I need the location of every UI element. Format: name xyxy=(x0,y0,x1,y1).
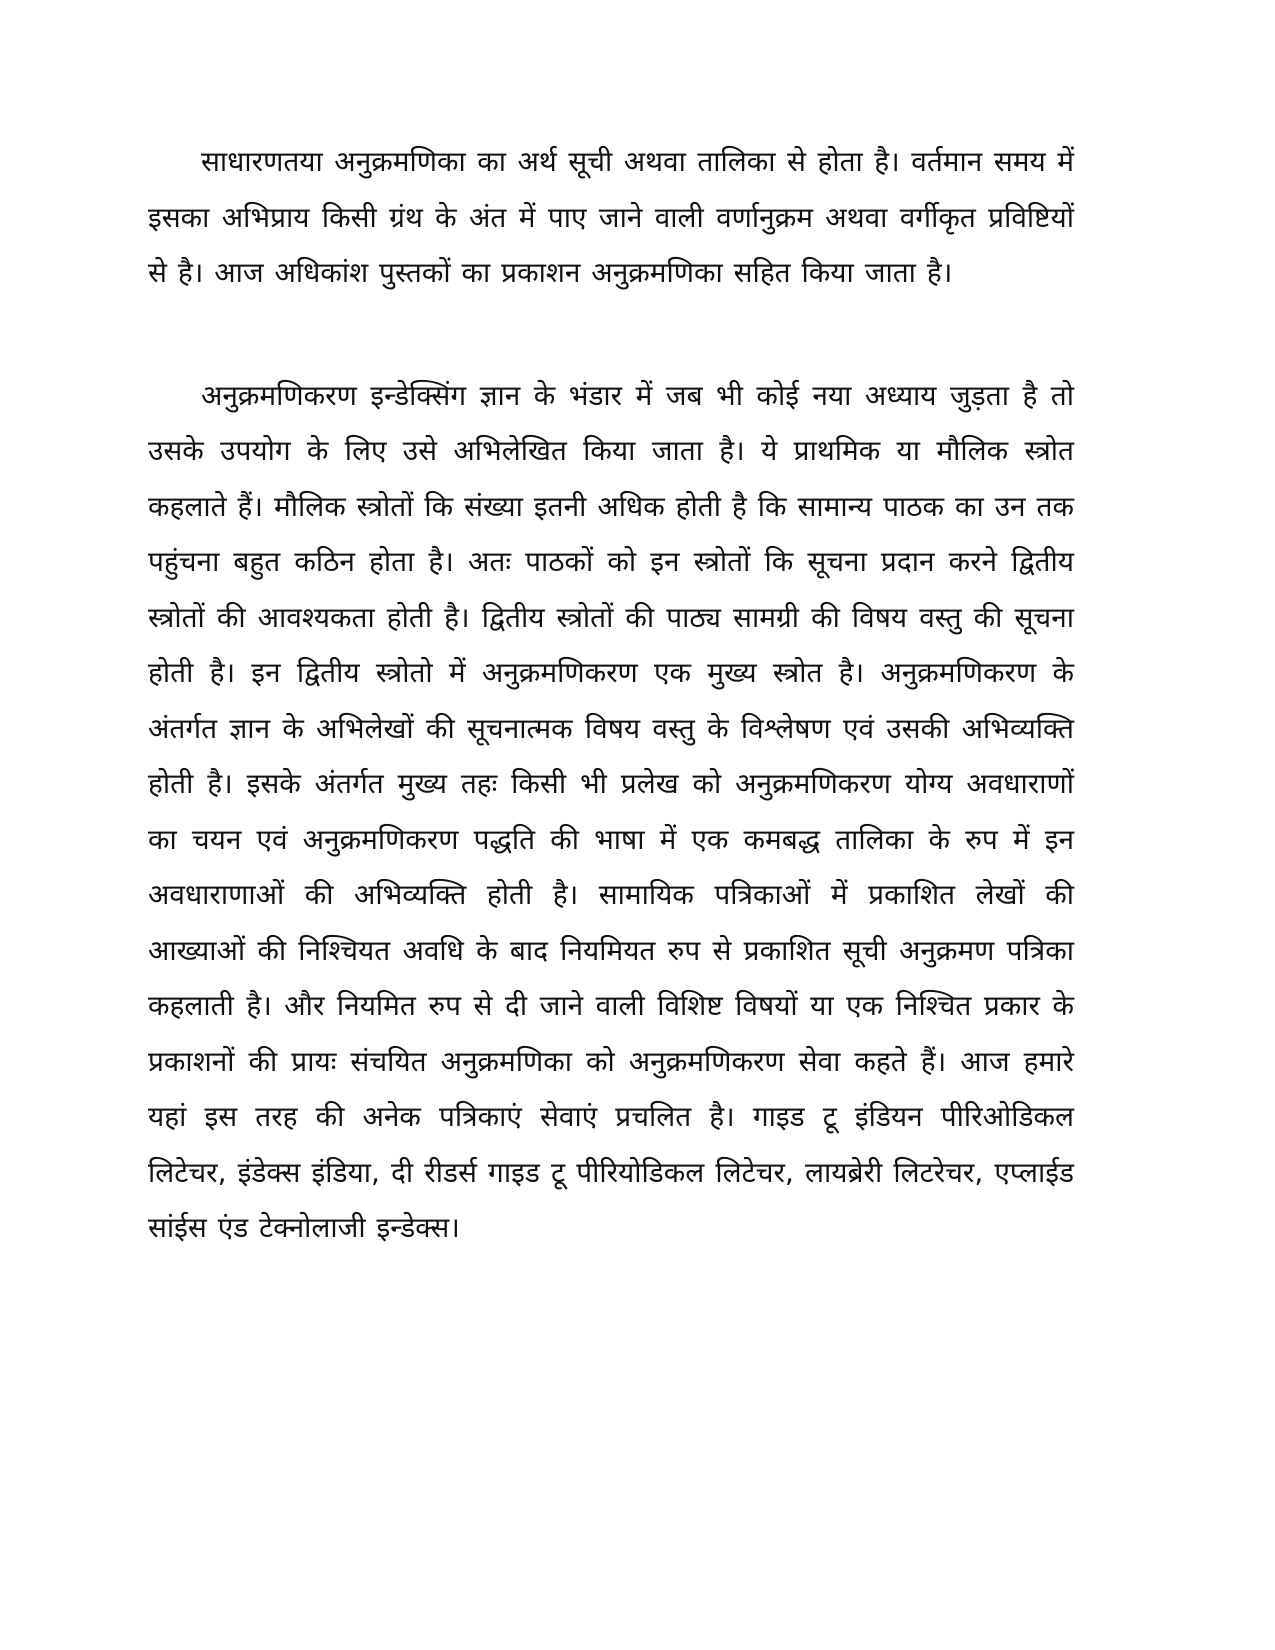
paragraph-intro: साधारणतया अनुक्रमणिका का अर्थ सूची अथवा तालिका से होता है। वर्तमान समय में इसका अभिप्राय किसी ग्रंथ के अंत में पाए जाने वाली वर्णानुक्रम अथवा वर्गीकृत प्रविष्टियों से है। आज अधिकांश पुस्तकों का प्रकाशन अनुक्रमणिका सहित किया जाता है। xyxy=(148,145,1074,289)
document-page xyxy=(148,134,1074,1256)
paragraph-indexing: अनुक्रमणिकरण इन्डेक्सिंग ज्ञान के भंडार में जब भी कोई नया अध्याय जुड़ता है तो उसके उपयोग के लिए उसे अभिलेखित किया जाता है। ये प्राथमिक या मौलिक स्त्रोत कहलाते हैं। मौलिक स्त्रोतों कि संख्या इतनी अधिक होती है कि सामान्य पाठक का उन तक पहुंचना बहुत कठिन होता है। अतः पाठकों को इन स्त्रोतों कि सूचना प्रदान करने द्वितीय स्त्रोतों की आवश्यकता होती है। द्वितीय स्त्रोतों की पाठ्य सामग्री की विषय वस्तु की सूचना होती है। इन द्वितीय स्त्रोतो में अनुक्रमणिकरण एक मुख्य स्त्रोत है। अनुक्रमणिकरण के अंतर्गत ज्ञान के अभिलेखों की सूचनात्मक विषय वस्तु के विश्लेषण एवं उसकी अभिव्यक्ति होती है। इसके अंतर्गत मुख्य तहः किसी भी प्रलेख को अनुक्रमणिकरण योग्य अवधाराणों का चयन एवं अनुक्रमणिकरण पद्धति की भाषा में एक कमबद्ध तालिका के रुप में इन अवधाराणाओं की अभिव्यक्ति होती है। सामायिक पत्रिकाओं में प्रकाशित लेखों की आख्याओं की निश्चियत अवधि के बाद नियमियत रुप से प्रकाशित सूची अनुक्रमण पत्रिका कहलाती है। और नियमित रुप से दी जाने वाली विशिष्ट विषयों या एक निश्चित प्रकार के प्रकाशनों की प्रायः संचयित अनुक्रमणिका को अनुक्रमणिकरण सेवा कहते हैं। आज हमारे यहां इस तरह की अनेक पत्रिकाएं सेवाएं प्रचलित है। गाइड टू इंडियन पीरिओडिकल लिटेचर, इंडेक्स इंडिया, दी रीडर्स गाइड टू पीरियोडिकल लिटेचर, लायब्रेरी लिटरेचर, एप्लाईड सांईस एंड टेक्नोलाजी इन्डेक्स। xyxy=(148,378,1074,1244)
